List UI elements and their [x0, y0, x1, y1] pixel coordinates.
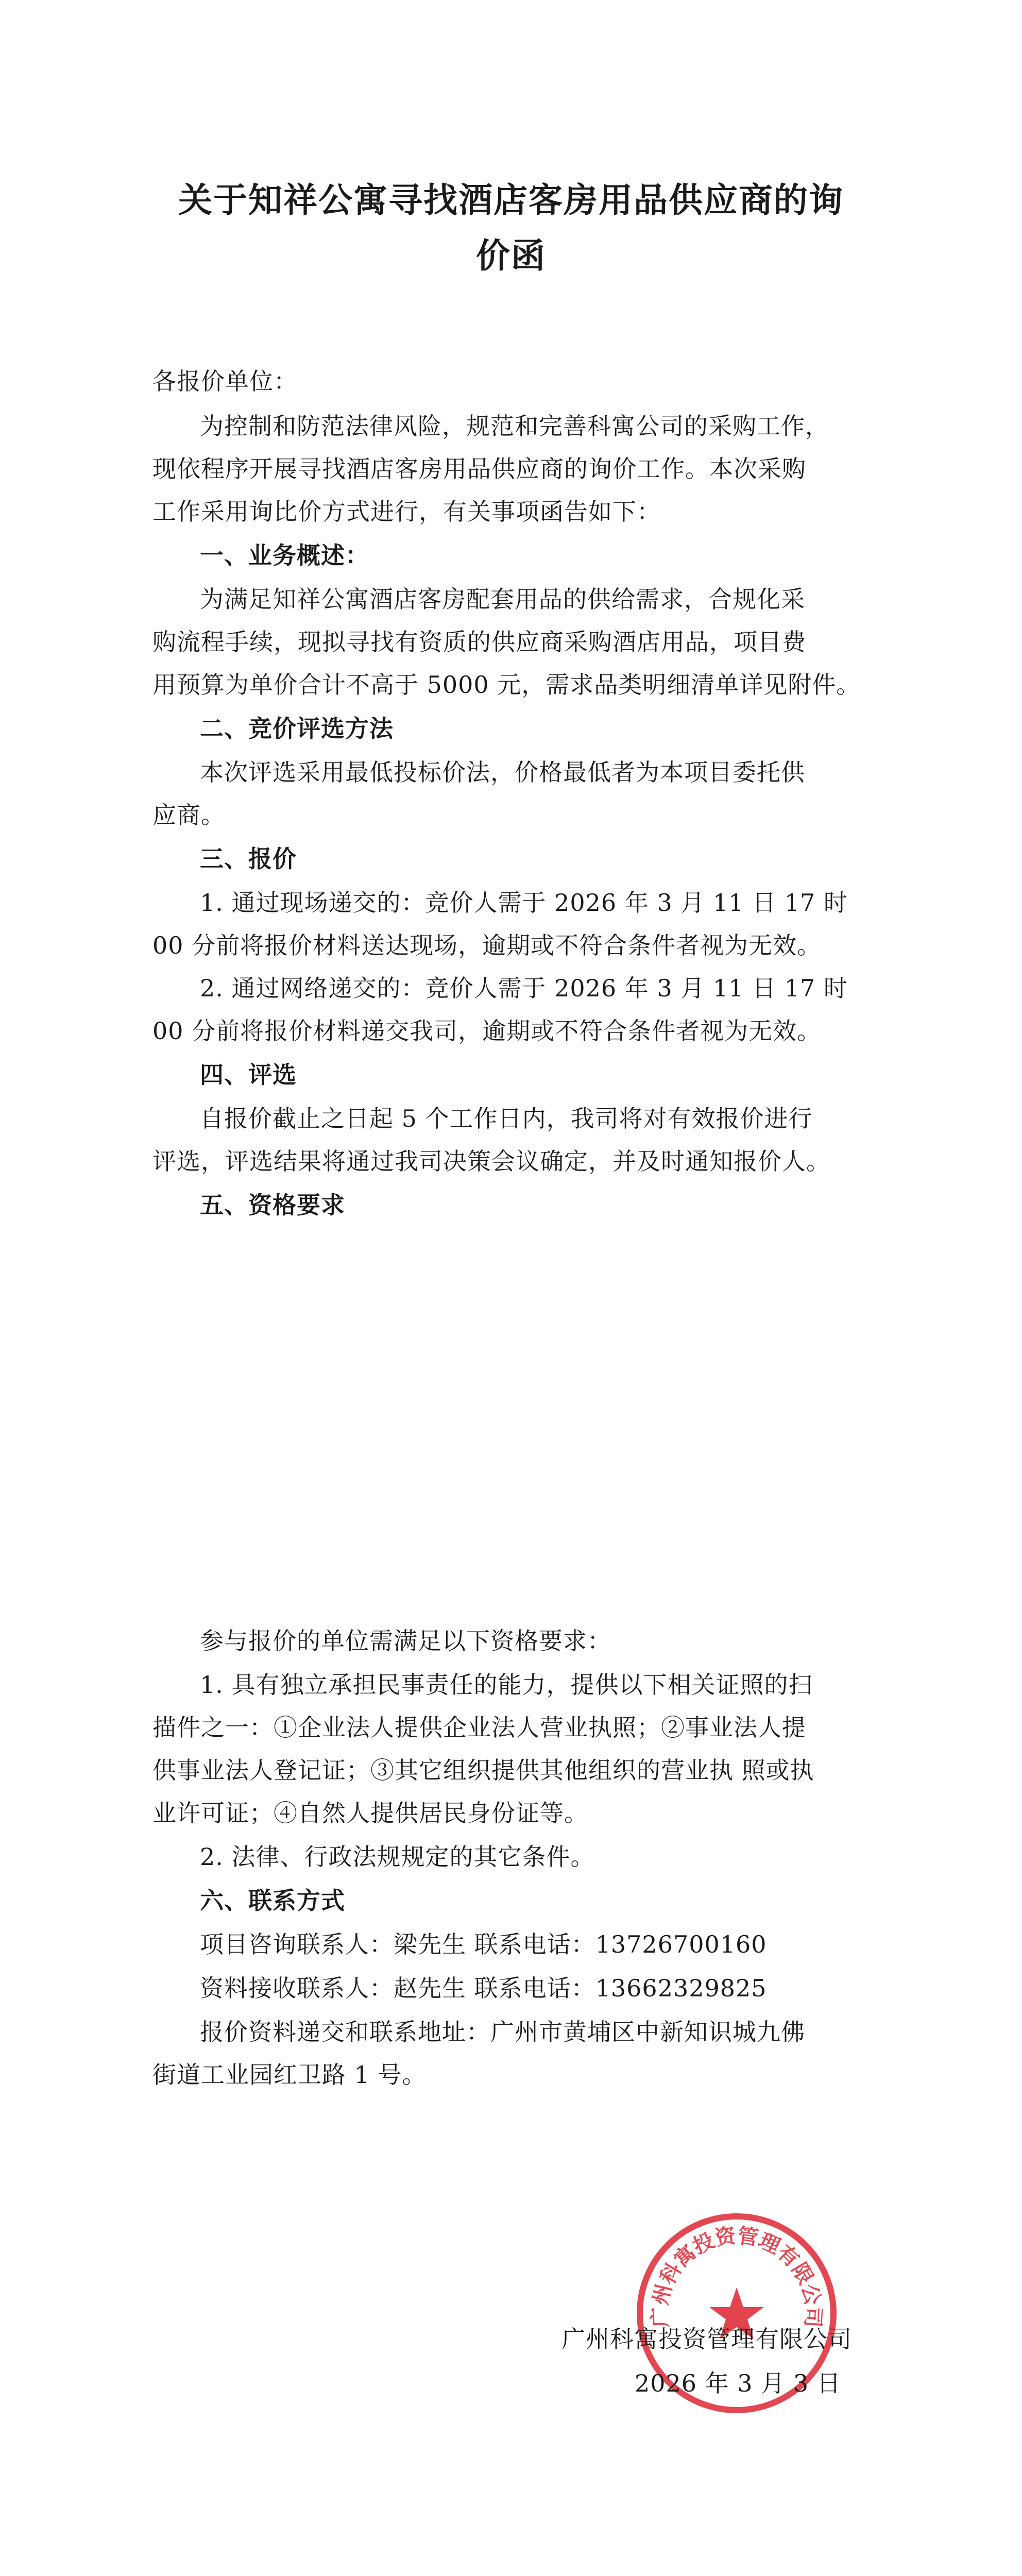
section-text: 评选，评选结果将通过我司决策会议确定，并及时通知报价人。: [152, 1147, 830, 1175]
section-heading-quotation: 三、报价: [200, 845, 297, 873]
contact-line: 资料接收联系人：赵先生 联系电话：13662329825: [200, 1974, 767, 2002]
section-text: 描件之一：①企业法人提供企业法人营业执照；②事业法人提: [152, 1714, 806, 1741]
section-heading-evaluation: 四、评选: [200, 1061, 297, 1089]
section-text: 本次评选采用最低投标价法，价格最低者为本项目委托供: [200, 758, 805, 786]
section-text: 00 分前将报价材料送达现场，逾期或不符合条件者视为无效。: [152, 931, 822, 959]
section-heading-contact: 六、联系方式: [200, 1887, 345, 1914]
section-text: 1. 通过现场递交的：竞价人需于 2026 年 3 月 11 日 17 时: [200, 889, 848, 917]
contact-line: 街道工业园红卫路 1 号。: [152, 2061, 427, 2089]
section-text: 1. 具有独立承担民事责任的能力，提供以下相关证照的扫: [200, 1671, 813, 1699]
section-text: 自报价截止之日起 5 个工作日内，我司将对有效报价进行: [200, 1105, 813, 1132]
section-text: 购流程手续，现拟寻找有资质的供应商采购酒店用品，项目费: [152, 628, 806, 656]
section-text: 用预算为单价合计不高于 5000 元，需求品类明细清单详见附件。: [152, 671, 861, 699]
section-text: 2. 法律、行政法规规定的其它条件。: [200, 1843, 595, 1871]
title-line-1: 关于知祥公寓寻找酒店客房用品供应商的询: [178, 180, 844, 220]
salutation: 各报价单位：: [152, 367, 298, 395]
section-heading-overview: 一、业务概述：: [200, 541, 369, 569]
contact-line: 项目咨询联系人：梁先生 联系电话：13726700160: [200, 1930, 767, 1958]
section-text: 为满足知祥公寓酒店客房配套用品的供给需求，合规化采: [200, 585, 805, 613]
intro-line: 为控制和防范法律风险，规范和完善科寓公司的采购工作，: [200, 412, 829, 440]
section-text: 供事业法人登记证；③其它组织提供其他组织的营业执 照或执: [152, 1756, 814, 1784]
section-text: 业许可证；④自然人提供居民身份证等。: [152, 1799, 588, 1827]
signature-company: 广州科寓投资管理有限公司: [561, 2325, 852, 2353]
signature-date: 2026 年 3 月 3 日: [635, 2369, 841, 2397]
section-heading-qualification: 五、资格要求: [200, 1191, 345, 1219]
contact-line: 报价资料递交和联系地址：广州市黄埔区中新知识城九佛: [200, 2018, 805, 2046]
intro-line: 现依程序开展寻找酒店客房用品供应商的询价工作。本次采购: [152, 455, 806, 483]
section-heading-method: 二、竞价评选方法: [200, 715, 394, 742]
intro-line: 工作采用询比价方式进行，有关事项函告如下：: [152, 498, 661, 526]
section-text: 00 分前将报价材料递交我司，逾期或不符合条件者视为无效。: [152, 1017, 822, 1045]
section-text: 参与报价的单位需满足以下资格要求：: [200, 1627, 611, 1655]
section-text: 应商。: [152, 801, 225, 829]
title-line-2: 价函: [476, 236, 546, 276]
document-title: [0, 173, 1022, 284]
seal-text: 广州科寓投资管理有限公司: [648, 2224, 825, 2328]
section-text: 2. 通过网络递交的：竞价人需于 2026 年 3 月 11 日 17 时: [200, 974, 848, 1002]
